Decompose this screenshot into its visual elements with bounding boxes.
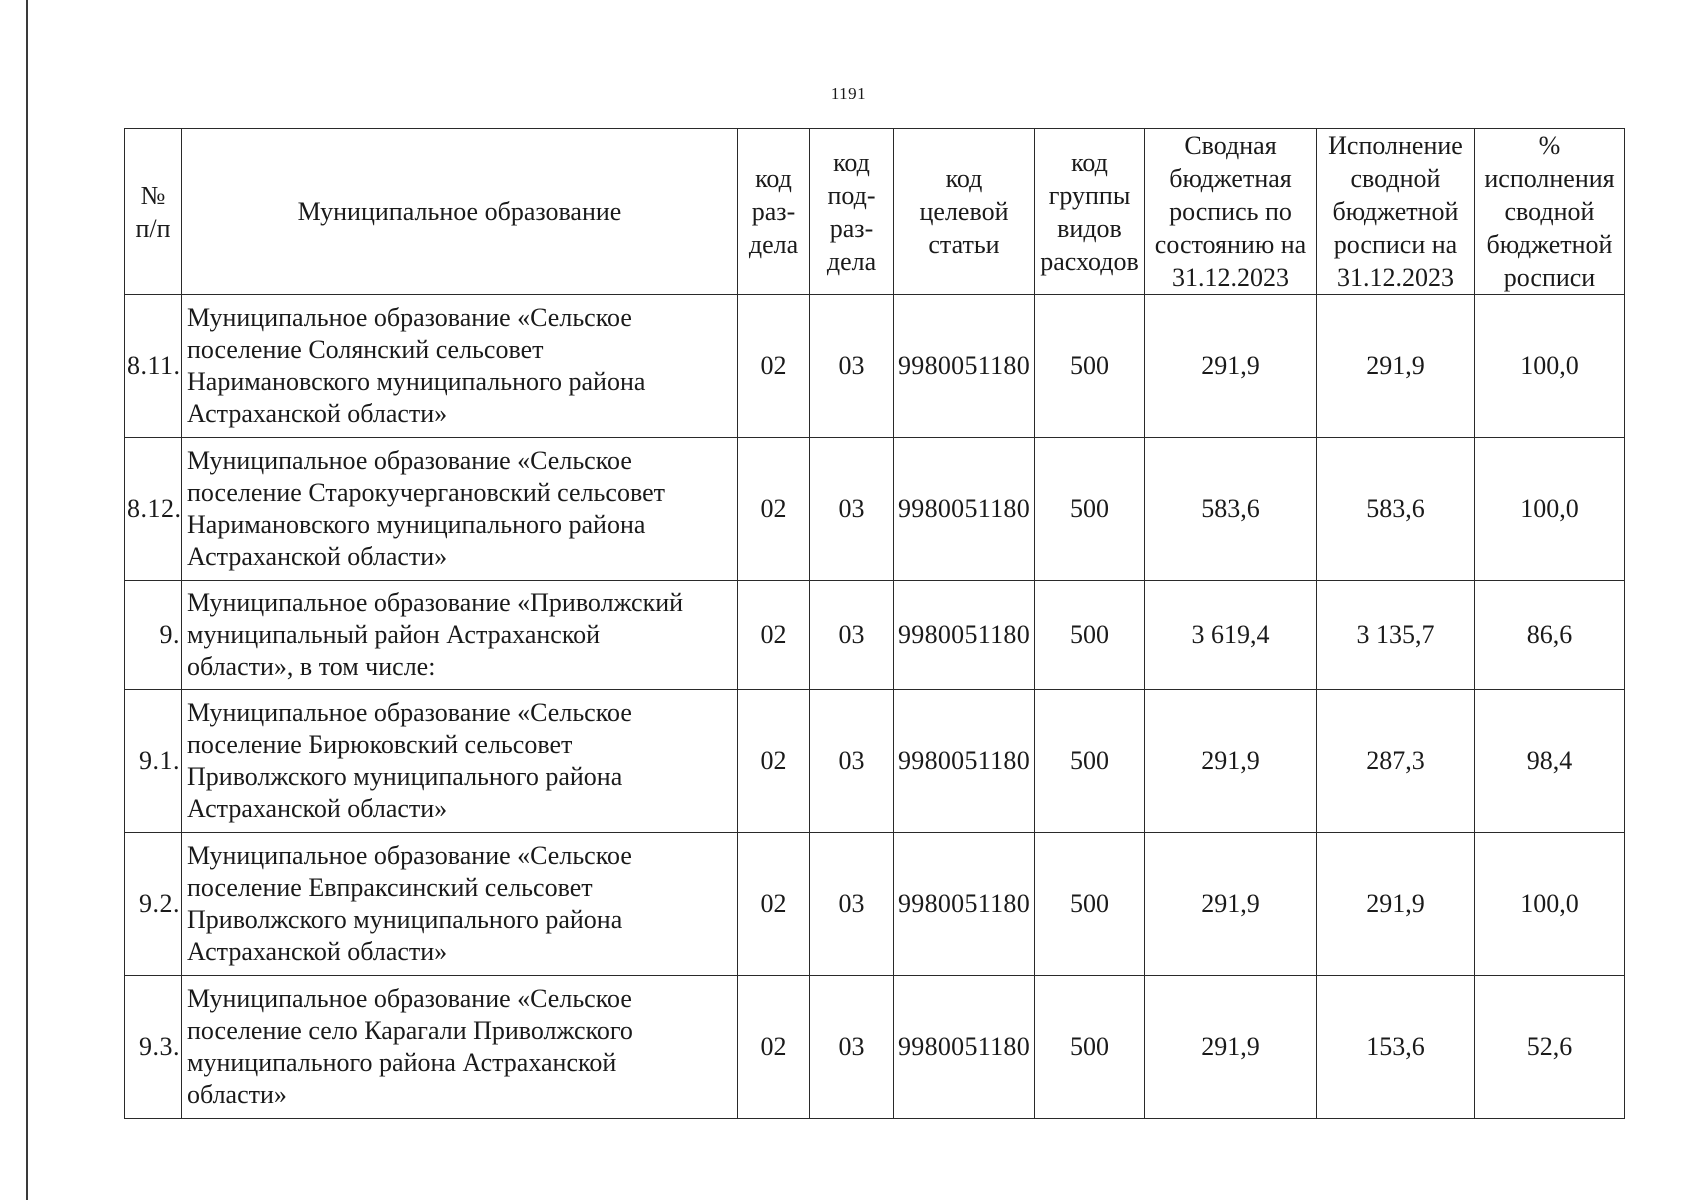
table-row bbox=[125, 295, 1625, 438]
execution-percent: 52,6 bbox=[1475, 976, 1625, 1119]
page-number: 1191 bbox=[830, 84, 867, 103]
execution-percent: 100,0 bbox=[1475, 295, 1625, 438]
target-code: 9980051180 bbox=[894, 976, 1035, 1119]
execution-percent: 98,4 bbox=[1475, 690, 1625, 833]
target-code: 9980051180 bbox=[894, 690, 1035, 833]
table-row bbox=[125, 581, 1625, 690]
executed-amount: 291,9 bbox=[1317, 295, 1475, 438]
header-expense-group-code: код группы видов расходов bbox=[1035, 129, 1145, 295]
target-code: 9980051180 bbox=[894, 295, 1035, 438]
municipality-name: Муниципальное образование «Сельское поселение село Карагали Приволжского муниципального района Астраханской области» bbox=[182, 976, 738, 1119]
header-subsection-code: код под- раз- дела bbox=[810, 129, 894, 295]
execution-percent: 100,0 bbox=[1475, 833, 1625, 976]
planned-amount: 291,9 bbox=[1145, 976, 1317, 1119]
expense-group-code: 500 bbox=[1035, 581, 1145, 690]
section-code: 02 bbox=[738, 438, 810, 581]
header-num: № п/п bbox=[125, 129, 182, 295]
table-header-row bbox=[125, 129, 1625, 295]
executed-amount: 153,6 bbox=[1317, 976, 1475, 1119]
budget-execution-table bbox=[124, 128, 1625, 1119]
subsection-code: 03 bbox=[810, 976, 894, 1119]
executed-amount: 3 135,7 bbox=[1317, 581, 1475, 690]
section-code: 02 bbox=[738, 833, 810, 976]
target-code: 9980051180 bbox=[894, 581, 1035, 690]
planned-amount: 583,6 bbox=[1145, 438, 1317, 581]
planned-amount: 291,9 bbox=[1145, 295, 1317, 438]
municipality-name: Муниципальное образование «Сельское поселение Бирюковский сельсовет Приволжского муниципального района Астраханской области» bbox=[182, 690, 738, 833]
row-number: 8.11. bbox=[125, 295, 182, 438]
subsection-code: 03 bbox=[810, 833, 894, 976]
planned-amount: 291,9 bbox=[1145, 833, 1317, 976]
header-target-code: код целевой статьи bbox=[894, 129, 1035, 295]
section-code: 02 bbox=[738, 690, 810, 833]
header-execution-percent: % исполнения сводной бюджетной росписи bbox=[1475, 129, 1625, 295]
subsection-code: 03 bbox=[810, 690, 894, 833]
expense-group-code: 500 bbox=[1035, 438, 1145, 581]
municipality-name: Муниципальное образование «Сельское поселение Солянский сельсовет Наримановского муниципального района Астраханской области» bbox=[182, 295, 738, 438]
table-row bbox=[125, 833, 1625, 976]
municipality-name: Муниципальное образование «Сельское поселение Старокучергановский сельсовет Наримановского муниципального района Астраханской области» bbox=[182, 438, 738, 581]
executed-amount: 287,3 bbox=[1317, 690, 1475, 833]
section-code: 02 bbox=[738, 976, 810, 1119]
execution-percent: 86,6 bbox=[1475, 581, 1625, 690]
subsection-code: 03 bbox=[810, 438, 894, 581]
target-code: 9980051180 bbox=[894, 833, 1035, 976]
target-code: 9980051180 bbox=[894, 438, 1035, 581]
table-row bbox=[125, 976, 1625, 1119]
municipality-name: Муниципальное образование «Сельское поселение Евпраксинский сельсовет Приволжского муниципального района Астраханской области» bbox=[182, 833, 738, 976]
executed-amount: 583,6 bbox=[1317, 438, 1475, 581]
subsection-code: 03 bbox=[810, 581, 894, 690]
expense-group-code: 500 bbox=[1035, 833, 1145, 976]
section-code: 02 bbox=[738, 295, 810, 438]
subsection-code: 03 bbox=[810, 295, 894, 438]
section-code: 02 bbox=[738, 581, 810, 690]
execution-percent: 100,0 bbox=[1475, 438, 1625, 581]
expense-group-code: 500 bbox=[1035, 690, 1145, 833]
expense-group-code: 500 bbox=[1035, 976, 1145, 1119]
expense-group-code: 500 bbox=[1035, 295, 1145, 438]
municipality-name: Муниципальное образование «Приволжский муниципальный район Астраханской области», в том числе: bbox=[182, 581, 738, 690]
planned-amount: 3 619,4 bbox=[1145, 581, 1317, 690]
table-row bbox=[125, 438, 1625, 581]
table-row bbox=[125, 690, 1625, 833]
header-section-code: код раз- дела bbox=[738, 129, 810, 295]
executed-amount: 291,9 bbox=[1317, 833, 1475, 976]
row-number: 9. bbox=[125, 581, 182, 690]
header-planned-budget: Сводная бюджетная роспись по состоянию на 31.12.2023 bbox=[1145, 129, 1317, 295]
scan-edge-line bbox=[26, 0, 28, 1200]
row-number: 9.2. bbox=[125, 833, 182, 976]
row-number: 8.12. bbox=[125, 438, 182, 581]
header-executed-budget: Исполнение сводной бюджетной росписи на 31.12.2023 bbox=[1317, 129, 1475, 295]
planned-amount: 291,9 bbox=[1145, 690, 1317, 833]
header-municipality: Муниципальное образование bbox=[182, 129, 738, 295]
row-number: 9.1. bbox=[125, 690, 182, 833]
row-number: 9.3. bbox=[125, 976, 182, 1119]
